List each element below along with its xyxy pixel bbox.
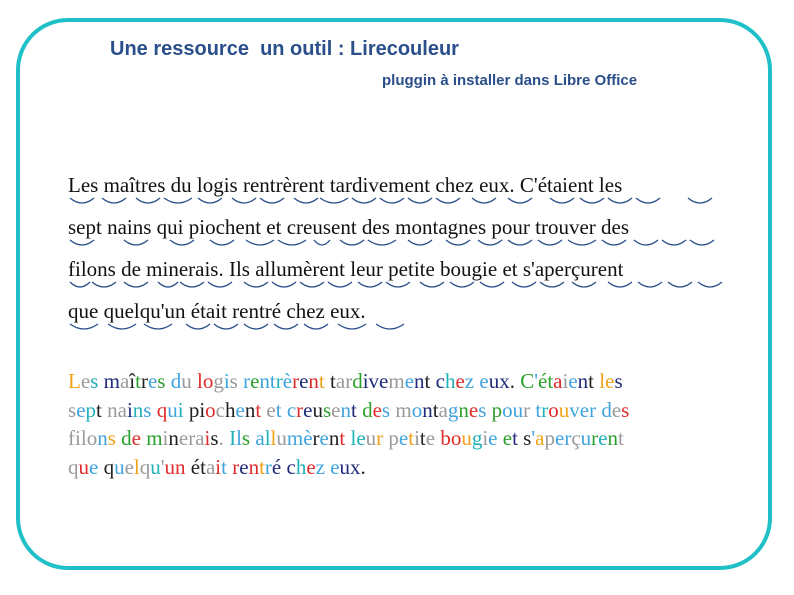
phoneme-char: l	[236, 426, 242, 450]
phoneme-char: n	[259, 369, 270, 393]
phoneme-char: e	[131, 426, 141, 450]
phoneme-char: '	[531, 426, 536, 450]
phoneme-char: z	[464, 369, 475, 393]
phoneme-char: e	[235, 397, 245, 422]
phoneme-char: u	[339, 454, 351, 479]
syllable-line	[68, 210, 738, 252]
phoneme-char: n	[458, 397, 469, 422]
phoneme-char: f	[68, 426, 75, 450]
phoneme-char: s	[614, 369, 623, 393]
phoneme-char: a	[255, 426, 265, 450]
phoneme-char: r	[296, 397, 304, 422]
phoneme-char: s	[107, 426, 116, 450]
phoneme-char: n	[607, 426, 618, 450]
phoneme-char: t	[318, 369, 325, 393]
phoneme-char: e	[124, 454, 134, 479]
phoneme-char: t	[351, 397, 357, 422]
phoneme-char: q	[156, 397, 168, 422]
phoneme-char: s	[68, 397, 77, 422]
phoneme-char: u	[488, 369, 500, 393]
phoneme-char: t	[275, 397, 282, 422]
phoneme-char: u	[78, 454, 89, 479]
phoneme-char: u	[150, 454, 161, 479]
phoneme-char: è	[282, 369, 293, 393]
phoneme-char: p	[544, 426, 555, 450]
phoneme-char: u	[558, 397, 570, 422]
phoneme-char: m	[286, 426, 304, 450]
phoneme-char: e	[89, 454, 99, 479]
phoneme-char: e	[554, 426, 565, 450]
phoneme-char: o	[548, 397, 559, 422]
phoneme-char: i	[215, 454, 222, 479]
phoneme-char: t	[339, 426, 346, 450]
syllable-arcs	[68, 280, 738, 294]
phoneme-char: s	[241, 426, 251, 450]
phoneme-char: e	[425, 426, 436, 450]
phoneme-char: s	[523, 426, 532, 450]
phoneme-char: u	[114, 454, 125, 479]
phoneme-char: u	[365, 426, 377, 450]
phoneme-char: a	[535, 426, 545, 450]
phoneme-char: n	[132, 397, 144, 422]
phoneme-char: t	[419, 426, 426, 450]
phoneme-char: r	[564, 426, 572, 450]
phoneme-char: t	[512, 426, 518, 450]
colored-line	[68, 367, 738, 396]
phoneme-char: C	[520, 369, 535, 393]
phoneme-char: n	[328, 426, 340, 450]
phoneme-char: s	[381, 397, 391, 422]
phoneme-char: t	[330, 369, 336, 393]
phoneme-char: n	[175, 454, 186, 479]
phoneme-char: c	[286, 397, 297, 422]
phoneme-char: n	[414, 369, 425, 393]
phoneme-char: x	[350, 454, 361, 479]
phoneme-char: s	[322, 397, 332, 422]
phoneme-char: e	[147, 369, 158, 393]
phoneme-char: t	[617, 426, 624, 450]
phoneme-char: i	[162, 426, 169, 450]
phoneme-char: e	[488, 426, 498, 450]
phoneme-char: n	[340, 397, 351, 422]
phoneme-char: e	[299, 369, 309, 393]
phoneme-char: a	[335, 369, 346, 393]
phoneme-char: i	[362, 369, 369, 393]
phoneme-char: i	[562, 369, 569, 393]
phoneme-char: n	[97, 426, 108, 450]
phoneme-char: o	[205, 397, 216, 422]
phoneme-char: h	[444, 369, 456, 393]
syllable-arc-text	[68, 168, 738, 336]
phoneme-char: t	[221, 454, 227, 479]
phoneme-char: r	[140, 369, 148, 393]
phoneme-char: n	[308, 369, 319, 393]
phoneme-char: h	[224, 397, 236, 422]
phoneme-char: n	[168, 426, 179, 450]
phoneme-char: e	[398, 426, 409, 450]
phoneme-char: r	[345, 369, 353, 393]
phoneme-char: e	[319, 426, 329, 450]
phoneme-char: g	[213, 369, 224, 393]
phoneme-char: e	[611, 397, 622, 422]
phoneme-char: e	[598, 426, 608, 450]
phoneme-char: v	[569, 397, 580, 422]
phoneme-char: g	[471, 426, 483, 450]
phoneme-char: a	[119, 369, 130, 393]
phoneme-char: t	[408, 426, 415, 450]
phoneme-char: b	[440, 426, 451, 450]
phoneme-char: c	[435, 369, 445, 393]
phoneme-char: p	[188, 397, 200, 422]
phoneme-char: d	[170, 369, 182, 393]
phoneme-char: s	[90, 369, 99, 393]
phoneme-char: e	[479, 369, 489, 393]
phoneme-char: e	[372, 397, 382, 422]
phoneme-char: u	[276, 426, 287, 450]
phoneme-char: e	[356, 426, 366, 450]
phoneme-char: s	[210, 426, 219, 450]
phoneme-char: a	[195, 426, 205, 450]
phoneme-char: c	[215, 397, 225, 422]
phoneme-char: m	[103, 369, 120, 393]
phoneme-char: s	[478, 397, 487, 422]
phoneme-char: e	[502, 426, 513, 450]
phoneme-char: x	[499, 369, 510, 393]
phoneme-char: e	[178, 426, 189, 450]
phoneme-char: a	[117, 397, 127, 422]
syllable-line-text: filons de minerais. Ils allumèrent leur petite bougie et s'aperçurent	[68, 257, 624, 281]
phoneme-char: i	[126, 397, 133, 422]
syllable-line	[68, 252, 738, 294]
phoneme-char: I	[229, 426, 237, 450]
phoneme-char: s	[143, 397, 152, 422]
phoneme-char: q	[68, 454, 79, 479]
phoneme-char: r	[292, 369, 300, 393]
phoneme-char: v	[368, 369, 380, 393]
phoneme-char: '	[160, 454, 165, 479]
phoneme-char: r	[264, 454, 272, 479]
phoneme-char: r	[312, 426, 320, 450]
phoneme-char: q	[139, 454, 151, 479]
phoneme-char: u	[167, 397, 178, 422]
phoneme-char: i	[223, 369, 230, 393]
syllable-line-text: Les maîtres du logis rentrèrent tardivement chez eux. C'étaient les	[68, 173, 623, 197]
phoneme-char: r	[243, 369, 251, 393]
phoneme-char: e	[330, 454, 340, 479]
phoneme-char: t	[547, 369, 554, 393]
phoneme-char: p	[491, 397, 503, 422]
phoneme-char: m	[146, 426, 163, 450]
phoneme-char: m	[388, 369, 405, 393]
phoneme-char: î	[129, 369, 136, 393]
phoneme-char: e	[404, 369, 415, 393]
phoneme-char: .	[509, 369, 515, 393]
phoneme-char: p	[85, 397, 97, 422]
phoneme-char: r	[376, 426, 384, 450]
phoneme-char: t	[535, 397, 542, 422]
phoneme-char: r	[523, 397, 531, 422]
slide-subtitle: pluggin à installer dans Libre Office	[382, 72, 638, 89]
phoneme-char: l	[264, 426, 271, 450]
phoneme-char: l	[599, 369, 606, 393]
phoneme-char: t	[96, 397, 102, 422]
phoneme-char: i	[414, 426, 420, 450]
phoneme-char: e	[306, 454, 316, 479]
phoneme-char: e	[468, 397, 479, 422]
phoneme-char: n	[422, 397, 433, 422]
phoneme-char: r	[541, 397, 549, 422]
phoneme-char: g	[447, 397, 459, 422]
syllable-arcs	[68, 196, 738, 210]
slide-title: Une ressource un outil : Lirecouleur	[110, 38, 459, 60]
colored-phoneme-text	[68, 367, 738, 481]
phoneme-char: é	[538, 369, 548, 393]
phoneme-char: t	[424, 369, 431, 393]
phoneme-char: t	[432, 397, 439, 422]
phoneme-char: r	[589, 397, 597, 422]
phoneme-char: r	[591, 426, 599, 450]
phoneme-char: n	[248, 454, 260, 479]
phoneme-char: u	[164, 454, 176, 479]
phoneme-char: u	[461, 426, 472, 450]
phoneme-char: l	[196, 369, 203, 393]
phoneme-char: l	[350, 426, 357, 450]
syllable-arcs	[68, 322, 738, 336]
phoneme-char: d	[352, 369, 363, 393]
phoneme-char: .	[360, 454, 366, 479]
phoneme-char: o	[502, 397, 513, 422]
phoneme-char: l	[270, 426, 277, 450]
phoneme-char: s	[229, 369, 238, 393]
phoneme-char: c	[286, 454, 296, 479]
phoneme-char: d	[121, 426, 132, 450]
phoneme-char: m	[395, 397, 412, 422]
phoneme-char: q	[103, 454, 115, 479]
phoneme-char: o	[450, 426, 462, 450]
phoneme-char: t	[255, 397, 262, 422]
phoneme-char: a	[205, 454, 216, 479]
phoneme-char: d	[601, 397, 612, 422]
phoneme-char: e	[331, 397, 341, 422]
phoneme-char: e	[455, 369, 465, 393]
phoneme-char: é	[190, 454, 201, 479]
phoneme-char: i	[482, 426, 489, 450]
phoneme-char: t	[135, 369, 141, 393]
phoneme-char: r	[232, 454, 240, 479]
phoneme-char: t	[588, 369, 595, 393]
phoneme-char: e	[303, 397, 313, 422]
phoneme-char: a	[438, 397, 448, 422]
phoneme-char: l	[133, 454, 140, 479]
phoneme-char: u	[512, 397, 524, 422]
phoneme-char: e	[568, 369, 578, 393]
phoneme-char: i	[75, 426, 81, 450]
phoneme-char: z	[315, 454, 325, 479]
phoneme-char: l	[80, 426, 87, 450]
phoneme-char: e	[250, 369, 260, 393]
phoneme-char: L	[68, 369, 81, 393]
colored-line	[68, 424, 738, 453]
phoneme-char: s	[621, 397, 630, 422]
phoneme-char: u	[312, 397, 323, 422]
phoneme-char: a	[553, 369, 563, 393]
syllable-line-text: sept nains qui piochent et creusent des montagnes pour trouver des	[68, 215, 630, 239]
phoneme-char: e	[605, 369, 615, 393]
colored-line	[68, 396, 738, 425]
phoneme-char: p	[388, 426, 399, 450]
phoneme-char: n	[107, 397, 118, 422]
colored-line	[68, 453, 738, 482]
phoneme-char: h	[295, 454, 307, 479]
syllable-line	[68, 294, 738, 336]
phoneme-char: e	[379, 369, 389, 393]
phoneme-char: e	[239, 454, 249, 479]
phoneme-char: r	[188, 426, 196, 450]
phoneme-char: ç	[571, 426, 581, 450]
phoneme-char: o	[411, 397, 423, 422]
phoneme-char: u	[181, 369, 192, 393]
phoneme-char: i	[204, 426, 211, 450]
syllable-arcs	[68, 238, 738, 252]
phoneme-char: n	[244, 397, 256, 422]
phoneme-char: i	[199, 397, 206, 422]
phoneme-char: o	[202, 369, 214, 393]
syllable-line	[68, 168, 738, 210]
phoneme-char: t	[269, 369, 276, 393]
syllable-line-text: que quelqu'un était rentré chez eux.	[68, 299, 366, 323]
phoneme-char: e	[76, 397, 86, 422]
phoneme-char: e	[579, 397, 590, 422]
phoneme-char: d	[362, 397, 373, 422]
phoneme-char: é	[271, 454, 282, 479]
phoneme-char: i	[177, 397, 184, 422]
phoneme-char: r	[275, 369, 283, 393]
phoneme-char: e	[80, 369, 91, 393]
phoneme-char: è	[303, 426, 313, 450]
phoneme-char: u	[580, 426, 592, 450]
phoneme-char: t	[200, 454, 206, 479]
phoneme-char: o	[86, 426, 98, 450]
phoneme-char: .	[218, 426, 224, 450]
phoneme-char: '	[534, 369, 538, 393]
phoneme-char: s	[157, 369, 166, 393]
phoneme-char: t	[259, 454, 265, 479]
phoneme-char: n	[577, 369, 589, 393]
phoneme-char: e	[266, 397, 276, 422]
